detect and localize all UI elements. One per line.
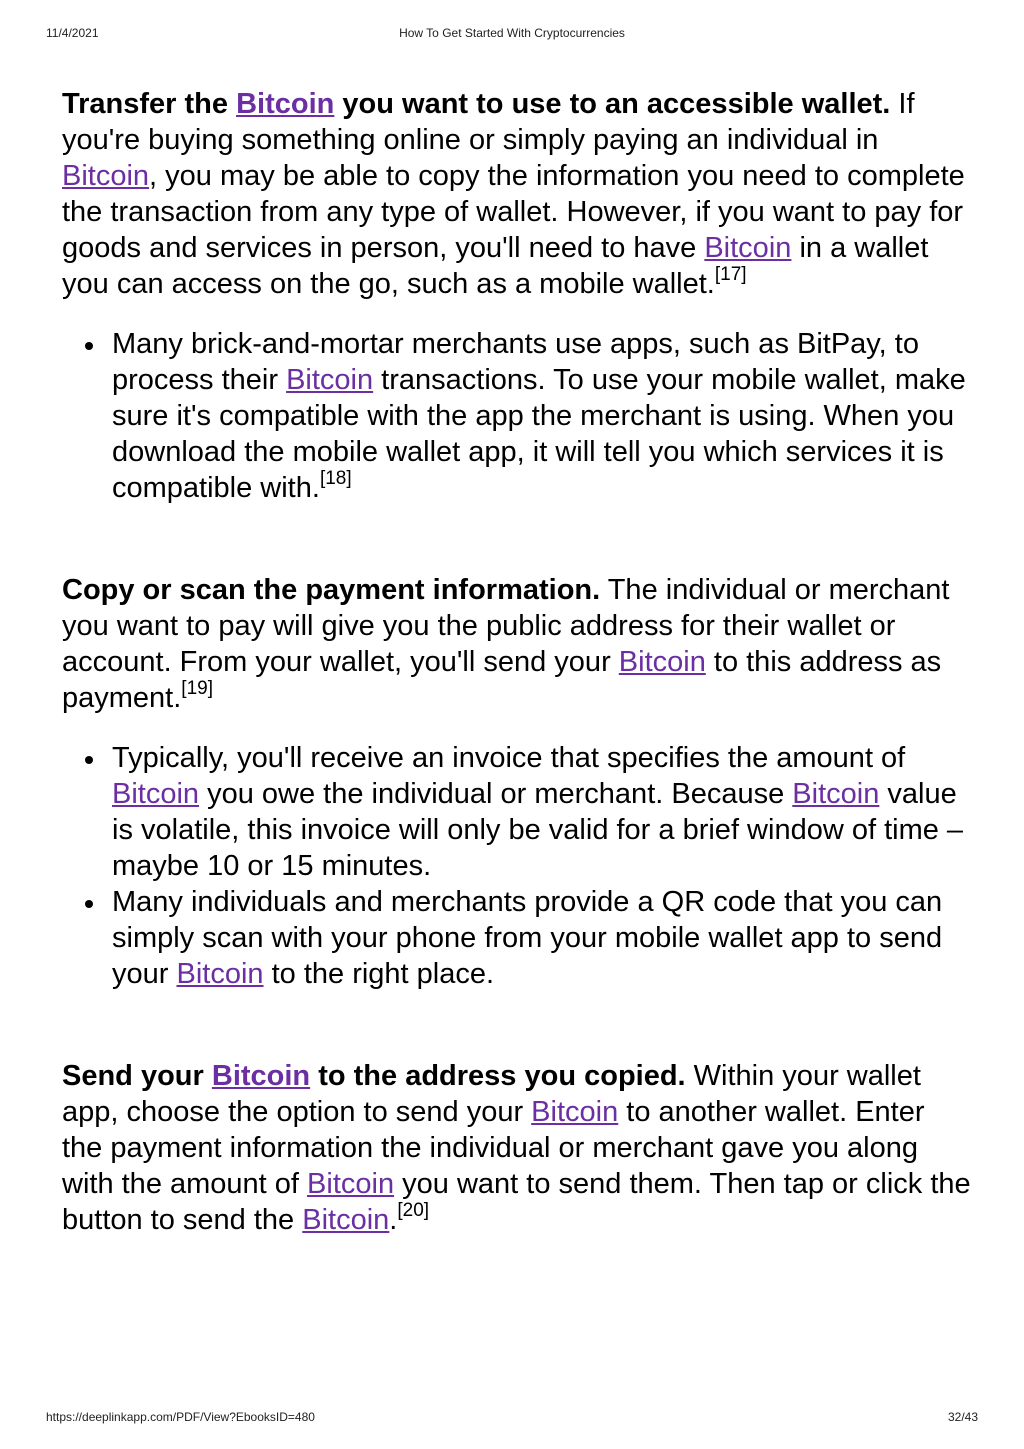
header-date: 11/4/2021 bbox=[46, 26, 99, 40]
bitcoin-link[interactable]: Bitcoin bbox=[307, 1168, 395, 1200]
reference-marker[interactable]: [17] bbox=[714, 264, 747, 286]
body-text: . bbox=[389, 1204, 398, 1236]
body-text: Many individuals and merchants provide a QR code that you can simply scan with your phone from your mobile wallet app to send your bbox=[112, 886, 943, 990]
body-text: to another wallet. Enter the payment information the individual or merchant gave you along with the amount of bbox=[62, 1096, 925, 1200]
step-heading bbox=[62, 88, 890, 120]
bitcoin-link[interactable]: Bitcoin bbox=[302, 1204, 390, 1236]
footer-url: https://deeplinkapp.com/PDF/View?EbooksID=480 bbox=[46, 1410, 315, 1424]
bitcoin-link[interactable]: Bitcoin bbox=[618, 646, 706, 678]
body-text: to this address as payment. bbox=[62, 646, 942, 714]
bitcoin-link[interactable]: Bitcoin bbox=[62, 160, 150, 192]
step-heading bbox=[62, 1060, 686, 1092]
body-text: in a wallet you can access on the go, such as a mobile wallet. bbox=[62, 232, 929, 300]
body-text: If you're buying something online or simply paying an individual in bbox=[62, 88, 915, 156]
heading-text: Send your bbox=[62, 1060, 204, 1092]
body-text: you owe the individual or merchant. Because bbox=[199, 778, 793, 810]
body-text: , you may be able to copy the information you need to complete the transaction from any type of wallet. However, if you want to pay for goods and services in person, you'll need to have bbox=[62, 160, 965, 264]
step-heading: Copy or scan the payment information. bbox=[62, 574, 601, 606]
body-text: to the right place. bbox=[263, 958, 495, 990]
header-title: How To Get Started With Cryptocurrencies bbox=[399, 26, 625, 40]
body-text: Typically, you'll receive an invoice that specifies the amount of bbox=[112, 742, 906, 774]
body-text: Within your wallet app, choose the option to send your bbox=[62, 1060, 921, 1128]
bullet-list bbox=[62, 326, 972, 506]
bitcoin-link[interactable]: Bitcoin bbox=[211, 1060, 311, 1092]
section-send-paragraph bbox=[62, 1058, 972, 1238]
bitcoin-link[interactable]: Bitcoin bbox=[531, 1096, 619, 1128]
bitcoin-link[interactable]: Bitcoin bbox=[792, 778, 880, 810]
bitcoin-link[interactable]: Bitcoin bbox=[236, 88, 335, 120]
heading-text: Transfer the bbox=[62, 88, 228, 120]
section-transfer-paragraph bbox=[62, 86, 972, 302]
page-content bbox=[62, 86, 972, 1238]
reference-marker[interactable]: [19] bbox=[181, 678, 213, 700]
body-text: you want to send them. Then tap or click the button to send the bbox=[62, 1168, 971, 1236]
heading-text: to the address you copied. bbox=[318, 1060, 686, 1092]
body-text: Many brick-and-mortar merchants use apps, such as BitPay, to process their bbox=[112, 328, 919, 396]
list-item bbox=[112, 740, 972, 884]
body-text: transactions. To use your mobile wallet, make sure it's compatible with the app the merchant is using. When you download the mobile wallet app, it will tell you which services it is compatible with. bbox=[112, 364, 966, 504]
list-item bbox=[112, 884, 972, 992]
heading-text: you want to use to an accessible wallet. bbox=[342, 88, 891, 120]
bitcoin-link[interactable]: Bitcoin bbox=[112, 778, 200, 810]
bitcoin-link[interactable]: Bitcoin bbox=[176, 958, 264, 990]
body-text: value is volatile, this invoice will only be valid for a brief window of time – maybe 10 or 15 minutes. bbox=[112, 778, 964, 882]
section-copy-paragraph bbox=[62, 572, 972, 716]
list-item bbox=[112, 326, 972, 506]
bitcoin-link[interactable]: Bitcoin bbox=[704, 232, 792, 264]
bitcoin-link[interactable]: Bitcoin bbox=[286, 364, 374, 396]
footer-page-number: 32/43 bbox=[947, 1410, 978, 1424]
body-text: The individual or merchant you want to pay will give you the public address for their wallet or account. From your wallet, you'll send your bbox=[62, 574, 950, 678]
bullet-list bbox=[62, 740, 972, 992]
reference-marker[interactable]: [18] bbox=[319, 468, 352, 490]
reference-marker[interactable]: [20] bbox=[397, 1200, 430, 1222]
